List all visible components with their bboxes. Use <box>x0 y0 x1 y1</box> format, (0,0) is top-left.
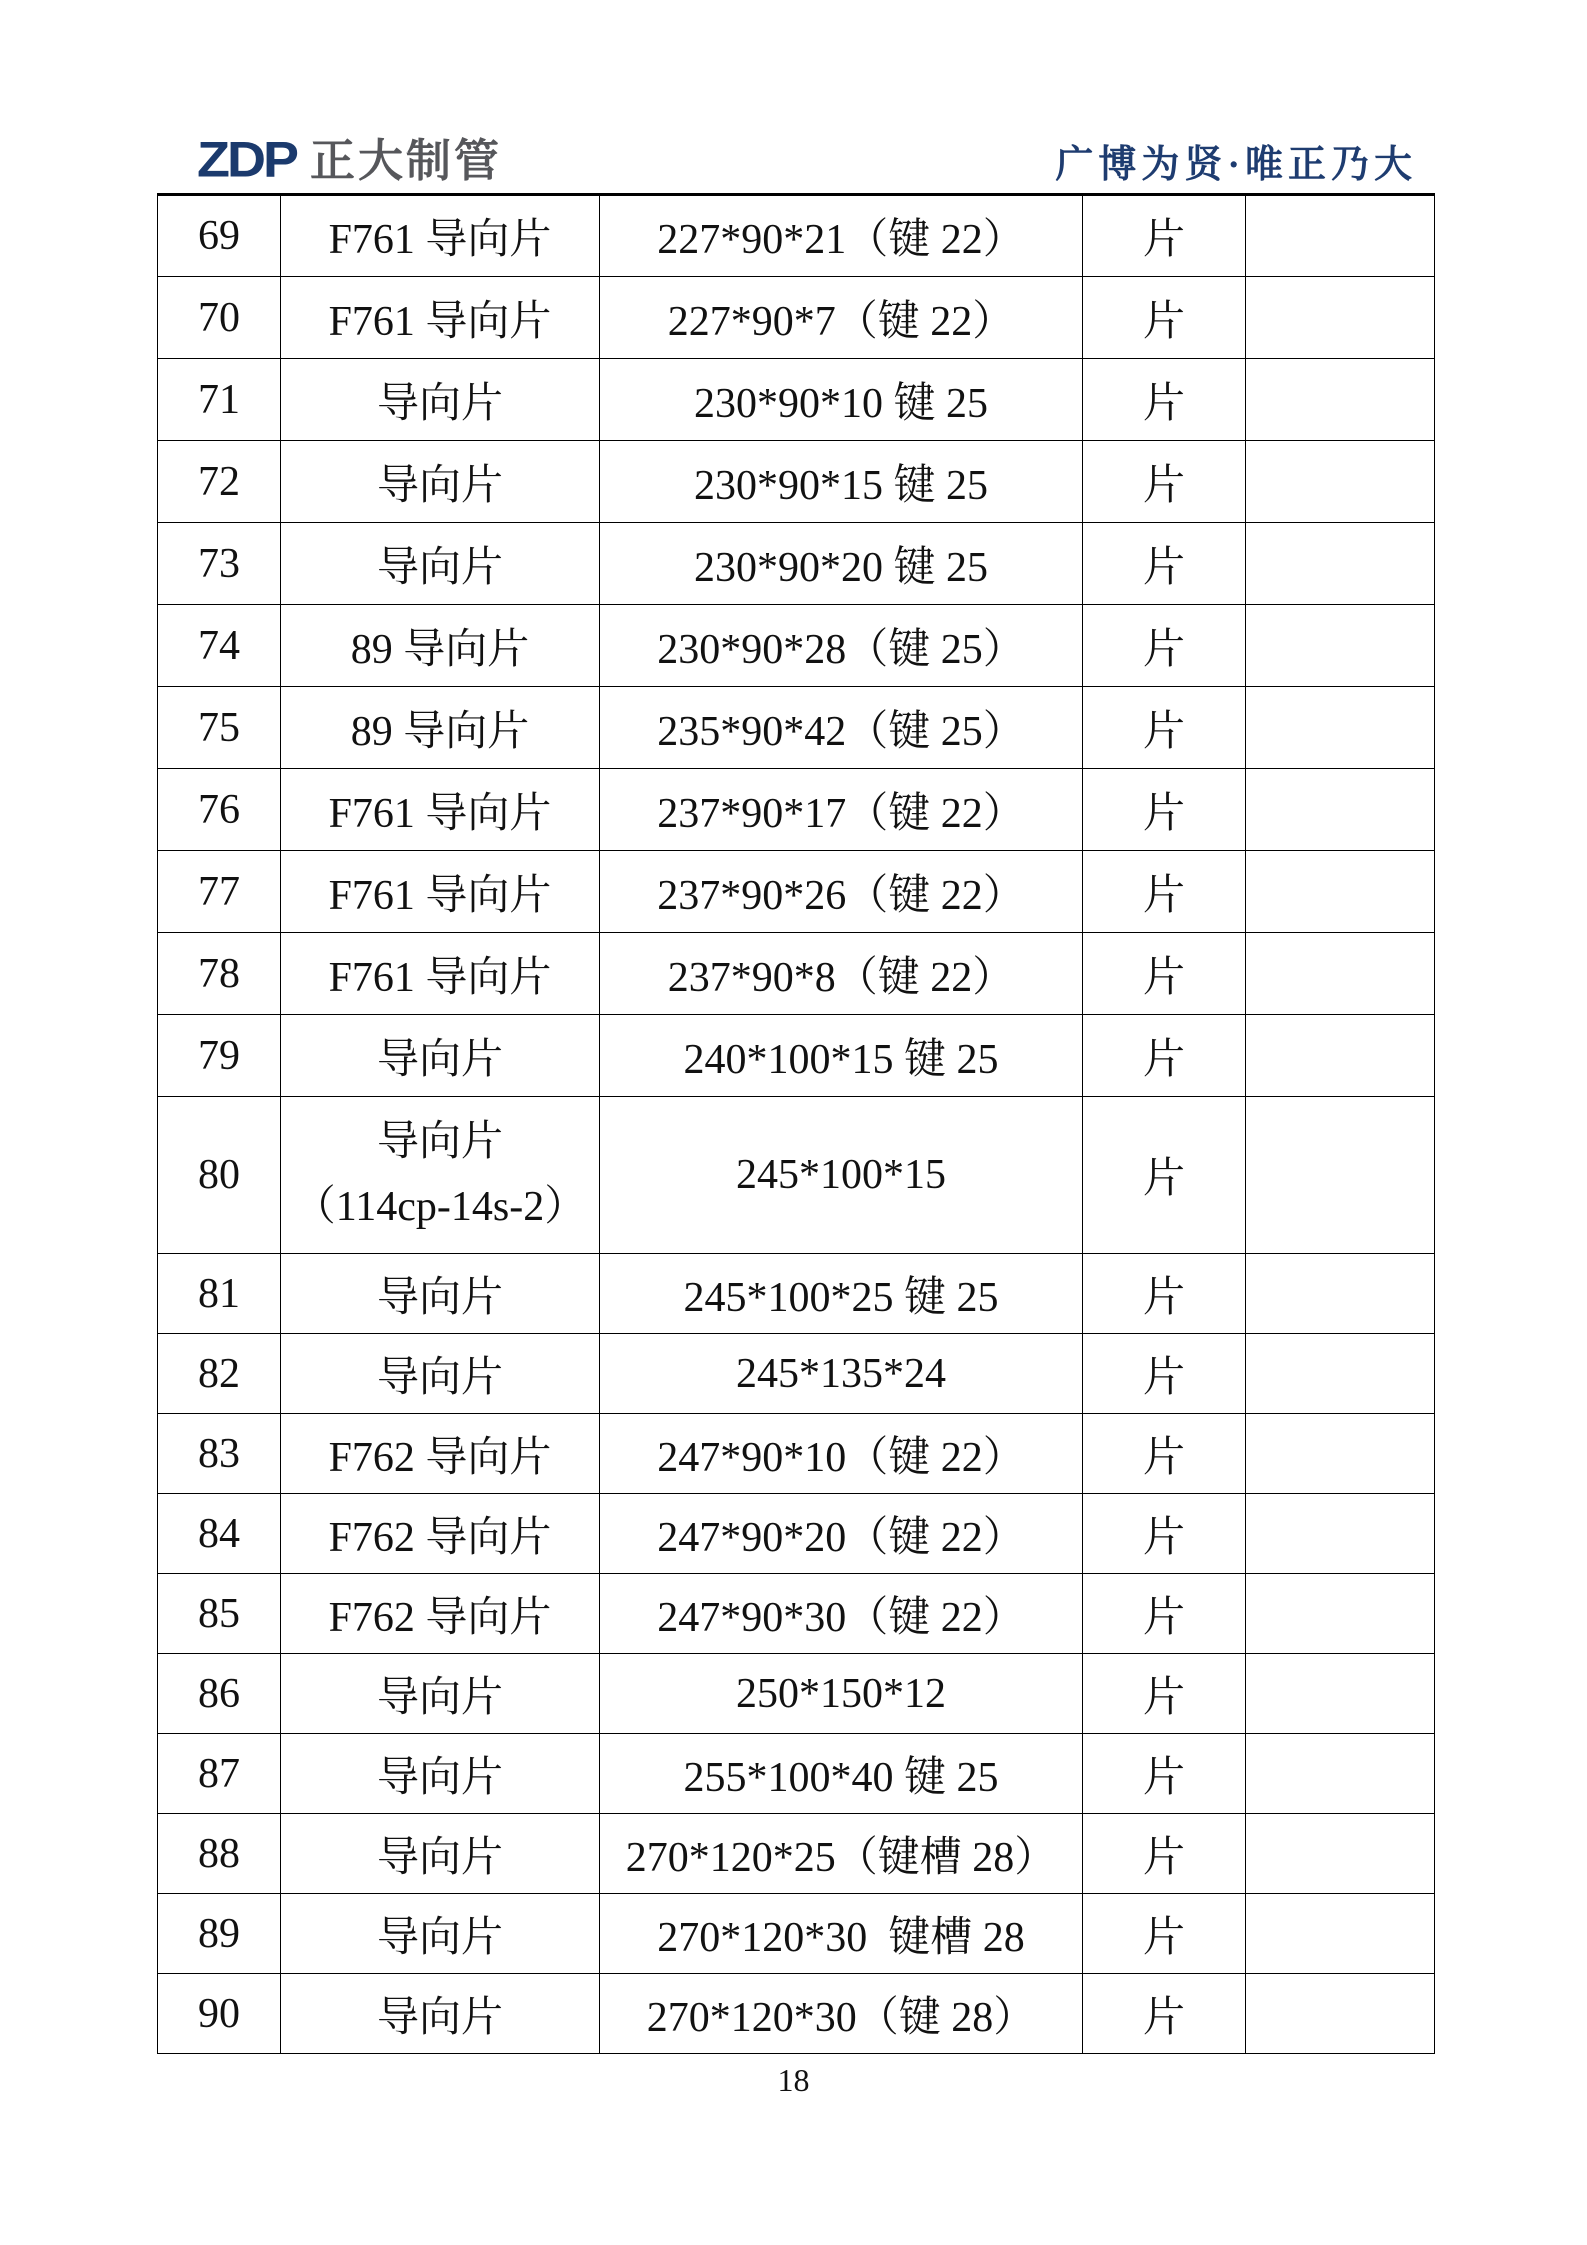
notes-cell-empty <box>1246 523 1435 605</box>
item-name-cell <box>281 1097 600 1254</box>
row-number-cell: 72 <box>158 441 281 523</box>
item-unit-cell: 片 <box>1083 1494 1246 1574</box>
row-number-cell: 74 <box>158 605 281 687</box>
company-logo <box>197 132 503 188</box>
item-spec-cell: 245*135*24 <box>600 1334 1083 1414</box>
row-number-cell: 86 <box>158 1654 281 1734</box>
row-number-cell: 76 <box>158 769 281 851</box>
item-name-cell: 导向片 <box>281 1334 600 1414</box>
notes-cell-empty <box>1246 1974 1435 2054</box>
logo-company-name: 正大制管 <box>310 134 503 186</box>
item-unit-cell: 片 <box>1083 1254 1246 1334</box>
row-number-cell: 77 <box>158 851 281 933</box>
item-name-cell: 导向片 <box>281 1734 600 1814</box>
notes-cell-empty <box>1246 851 1435 933</box>
notes-cell-empty <box>1246 1734 1435 1814</box>
item-name-line2: （114cp-14s-2） <box>293 1184 587 1230</box>
table-row <box>158 1414 1435 1494</box>
table-row <box>158 441 1435 523</box>
table-row <box>158 1974 1435 2054</box>
item-unit-cell: 片 <box>1083 851 1246 933</box>
item-spec-cell: 245*100*25 键 25 <box>600 1254 1083 1334</box>
notes-cell-empty <box>1246 769 1435 851</box>
notes-cell-empty <box>1246 359 1435 441</box>
item-spec-cell: 270*120*30 键槽 28 <box>600 1894 1083 1974</box>
row-number-cell: 85 <box>158 1574 281 1654</box>
item-spec-cell: 250*150*12 <box>600 1654 1083 1734</box>
table-row <box>158 1254 1435 1334</box>
item-spec-cell: 227*90*7（键 22） <box>600 277 1083 359</box>
row-number-cell: 80 <box>158 1097 281 1254</box>
notes-cell-empty <box>1246 441 1435 523</box>
table-row <box>158 195 1435 277</box>
item-spec-cell: 230*90*10 键 25 <box>600 359 1083 441</box>
item-unit-cell: 片 <box>1083 441 1246 523</box>
item-name-cell: 导向片 <box>281 1254 600 1334</box>
item-spec-cell: 255*100*40 键 25 <box>600 1734 1083 1814</box>
item-name-cell: 导向片 <box>281 441 600 523</box>
table-row <box>158 1097 1435 1254</box>
table-row <box>158 933 1435 1015</box>
item-unit-cell: 片 <box>1083 1015 1246 1097</box>
item-spec-cell: 230*90*20 键 25 <box>600 523 1083 605</box>
table-row <box>158 1654 1435 1734</box>
item-name-cell: 导向片 <box>281 523 600 605</box>
table-row <box>158 769 1435 851</box>
row-number-cell: 83 <box>158 1414 281 1494</box>
item-name-cell: F761 导向片 <box>281 277 600 359</box>
item-unit-cell: 片 <box>1083 1574 1246 1654</box>
table-row <box>158 851 1435 933</box>
table-row <box>158 1734 1435 1814</box>
row-number-cell: 81 <box>158 1254 281 1334</box>
table-row <box>158 359 1435 441</box>
item-name-cell: 导向片 <box>281 1654 600 1734</box>
notes-cell-empty <box>1246 195 1435 277</box>
row-number-cell: 84 <box>158 1494 281 1574</box>
item-unit-cell: 片 <box>1083 1974 1246 2054</box>
row-number-cell: 79 <box>158 1015 281 1097</box>
item-spec-cell: 237*90*17（键 22） <box>600 769 1083 851</box>
table-row <box>158 1494 1435 1574</box>
notes-cell-empty <box>1246 1814 1435 1894</box>
item-spec-cell: 247*90*20（键 22） <box>600 1494 1083 1574</box>
notes-cell-empty <box>1246 277 1435 359</box>
row-number-cell: 73 <box>158 523 281 605</box>
item-unit-cell: 片 <box>1083 1894 1246 1974</box>
item-name-cell: F761 导向片 <box>281 933 600 1015</box>
item-unit-cell: 片 <box>1083 1814 1246 1894</box>
notes-cell-empty <box>1246 1015 1435 1097</box>
header-slogan: 广博为贤·唯正乃大 <box>1055 144 1417 186</box>
item-name-cell: F762 导向片 <box>281 1494 600 1574</box>
item-unit-cell: 片 <box>1083 1654 1246 1734</box>
table-row <box>158 1334 1435 1414</box>
notes-cell-empty <box>1246 1574 1435 1654</box>
table-row <box>158 277 1435 359</box>
item-name-cell: 导向片 <box>281 1894 600 1974</box>
table-row <box>158 1015 1435 1097</box>
notes-cell-empty <box>1246 1334 1435 1414</box>
item-name-cell: F762 导向片 <box>281 1414 600 1494</box>
item-unit-cell: 片 <box>1083 1414 1246 1494</box>
item-spec-cell: 230*90*28（键 25） <box>600 605 1083 687</box>
notes-cell-empty <box>1246 687 1435 769</box>
notes-cell-empty <box>1246 605 1435 687</box>
item-spec-cell: 237*90*26（键 22） <box>600 851 1083 933</box>
row-number-cell: 87 <box>158 1734 281 1814</box>
row-number-cell: 82 <box>158 1334 281 1414</box>
item-spec-cell: 230*90*15 键 25 <box>600 441 1083 523</box>
table-row <box>158 605 1435 687</box>
item-name-cell: 89 导向片 <box>281 605 600 687</box>
item-unit-cell: 片 <box>1083 1734 1246 1814</box>
row-number-cell: 71 <box>158 359 281 441</box>
item-unit-cell: 片 <box>1083 769 1246 851</box>
item-spec-cell: 270*120*30（键 28） <box>600 1974 1083 2054</box>
item-spec-cell: 247*90*10（键 22） <box>600 1414 1083 1494</box>
notes-cell-empty <box>1246 1654 1435 1734</box>
item-unit-cell: 片 <box>1083 277 1246 359</box>
notes-cell-empty <box>1246 1414 1435 1494</box>
item-spec-cell: 270*120*25（键槽 28） <box>600 1814 1083 1894</box>
item-unit-cell: 片 <box>1083 523 1246 605</box>
notes-cell-empty <box>1246 1894 1435 1974</box>
parts-table <box>157 193 1435 2054</box>
row-number-cell: 90 <box>158 1974 281 2054</box>
item-unit-cell: 片 <box>1083 933 1246 1015</box>
table-row <box>158 1894 1435 1974</box>
table-row <box>158 1814 1435 1894</box>
item-unit-cell: 片 <box>1083 1334 1246 1414</box>
page-number: 18 <box>777 2062 810 2098</box>
table-row <box>158 1574 1435 1654</box>
table-row <box>158 687 1435 769</box>
row-number-cell: 70 <box>158 277 281 359</box>
item-name-cell: 导向片 <box>281 1814 600 1894</box>
logo-zdp-text: ZDP <box>197 132 296 188</box>
item-spec-cell: 237*90*8（键 22） <box>600 933 1083 1015</box>
item-name-cell: 导向片 <box>281 1974 600 2054</box>
item-name-cell: 89 导向片 <box>281 687 600 769</box>
item-name-cell: F761 导向片 <box>281 851 600 933</box>
item-unit-cell: 片 <box>1083 605 1246 687</box>
row-number-cell: 78 <box>158 933 281 1015</box>
item-name-line1: 导向片 <box>376 1118 503 1165</box>
item-spec-cell: 240*100*15 键 25 <box>600 1015 1083 1097</box>
item-unit-cell: 片 <box>1083 359 1246 441</box>
item-name-cell: F762 导向片 <box>281 1574 600 1654</box>
item-name-cell: F761 导向片 <box>281 195 600 277</box>
item-unit-cell: 片 <box>1083 195 1246 277</box>
notes-cell-empty <box>1246 1097 1435 1254</box>
item-spec-cell: 235*90*42（键 25） <box>600 687 1083 769</box>
item-spec-cell: 227*90*21（键 22） <box>600 195 1083 277</box>
row-number-cell: 89 <box>158 1894 281 1974</box>
row-number-cell: 69 <box>158 195 281 277</box>
item-name-cell: F761 导向片 <box>281 769 600 851</box>
item-name-cell: 导向片 <box>281 359 600 441</box>
item-name-cell: 导向片 <box>281 1015 600 1097</box>
row-number-cell: 75 <box>158 687 281 769</box>
item-spec-cell: 247*90*30（键 22） <box>600 1574 1083 1654</box>
item-unit-cell: 片 <box>1083 687 1246 769</box>
notes-cell-empty <box>1246 1254 1435 1334</box>
notes-cell-empty <box>1246 1494 1435 1574</box>
row-number-cell: 88 <box>158 1814 281 1894</box>
item-unit-cell: 片 <box>1083 1097 1246 1254</box>
item-spec-cell: 245*100*15 <box>600 1097 1083 1254</box>
notes-cell-empty <box>1246 933 1435 1015</box>
table-row <box>158 523 1435 605</box>
